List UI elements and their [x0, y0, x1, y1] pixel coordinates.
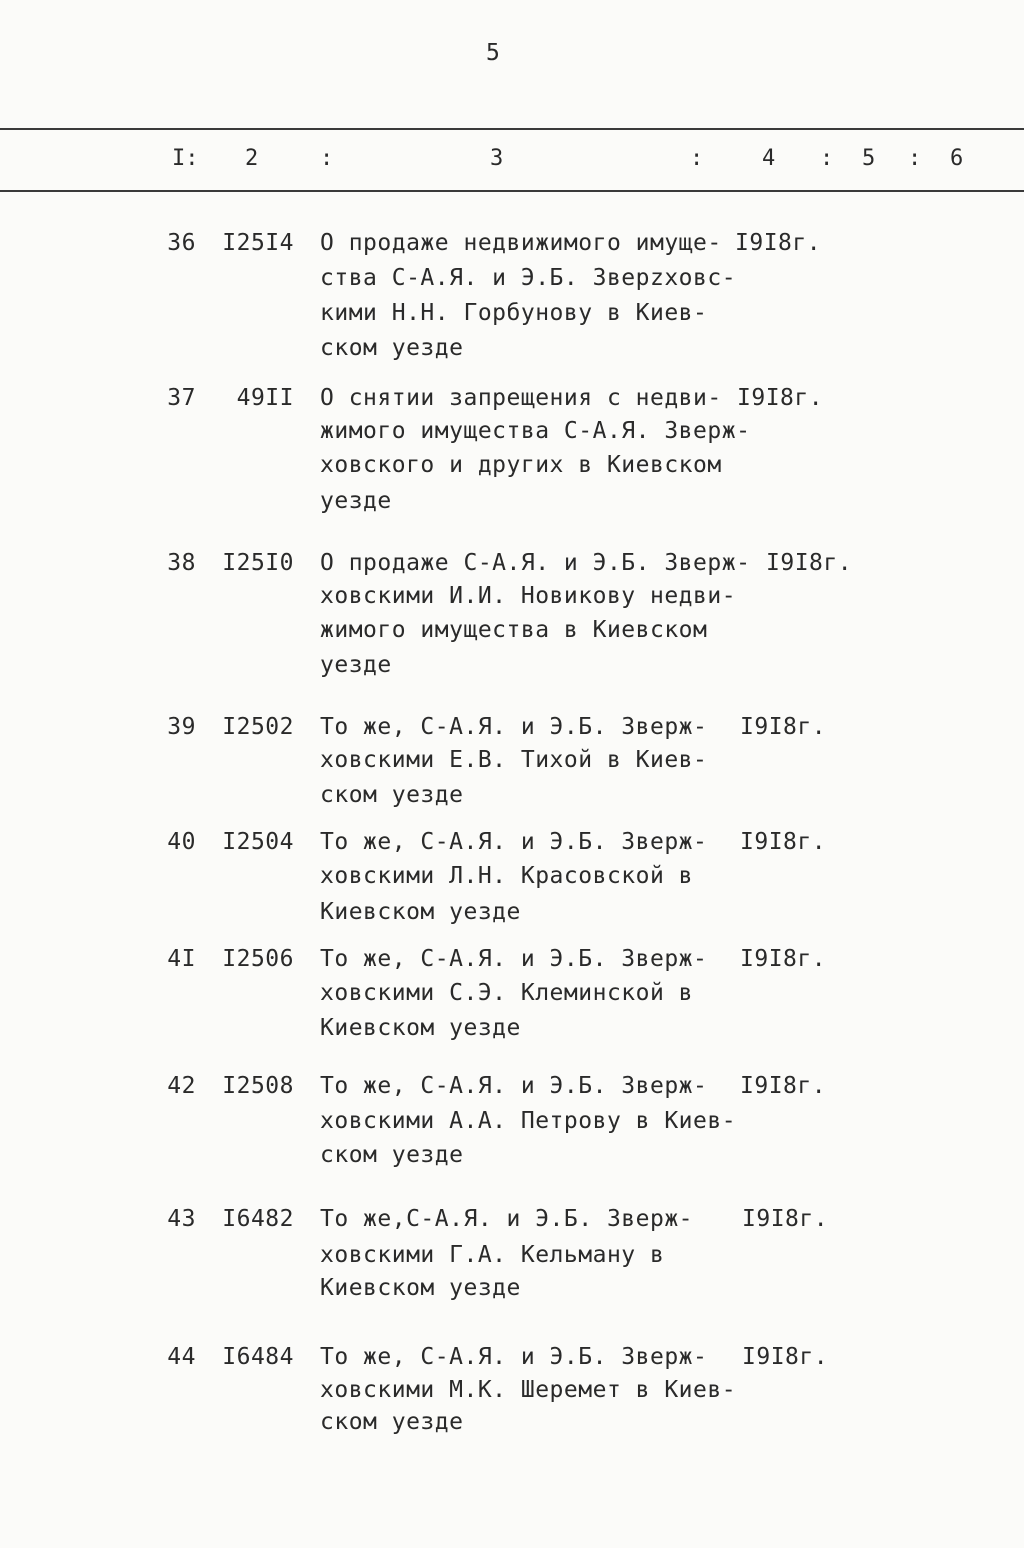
description-line: ховскими Л.Н. Красовской в: [320, 863, 694, 889]
row-number: 39: [167, 714, 196, 740]
column-header-1: I:: [172, 146, 199, 171]
description-line: жимого имущества С-А.Я. Зверж-: [320, 418, 751, 444]
description-line: ском уезде: [320, 335, 464, 361]
year: I9I8г.: [737, 385, 824, 411]
year: I9I8г.: [740, 714, 827, 740]
description-line: Киевском уезде: [320, 1275, 521, 1301]
description-line: То же,С-А.Я. и Э.Б. Зверж-: [320, 1206, 694, 1232]
description-line: ства С-А.Я. и Э.Б. Зверzховс-: [320, 265, 737, 291]
description-line: жимого имущества в Киевском: [320, 617, 708, 643]
column-header-6: 6: [950, 146, 964, 171]
column-separator: :: [320, 146, 334, 171]
fund-number: 49II: [236, 385, 294, 411]
column-header-3: 3: [490, 146, 504, 171]
row-number: 44: [167, 1344, 196, 1370]
description-line: То же, С-А.Я. и Э.Б. Зверж-: [320, 829, 708, 855]
row-number: 40: [167, 829, 196, 855]
description-line: О продаже недвижимого имуще-: [320, 230, 722, 256]
description-line: То же, С-А.Я. и Э.Б. Зверж-: [320, 1344, 708, 1370]
column-separator: :: [908, 146, 922, 171]
column-header-2: 2: [245, 146, 259, 171]
description-line: ском уезде: [320, 782, 464, 808]
year: I9I8г.: [740, 829, 827, 855]
year: I9I8г.: [742, 1344, 829, 1370]
description-line: То же, С-А.Я. и Э.Б. Зверж-: [320, 1073, 708, 1099]
row-number: 4I: [167, 946, 196, 972]
year: I9I8г.: [742, 1206, 829, 1232]
fund-number: I2508: [222, 1073, 294, 1099]
fund-number: I6484: [222, 1344, 294, 1370]
fund-number: I2504: [222, 829, 294, 855]
description-line: О снятии запрещения с недви-: [320, 385, 722, 411]
column-header-4: 4: [762, 146, 776, 171]
year: I9I8г.: [740, 1073, 827, 1099]
description-line: ховского и других в Киевском: [320, 452, 722, 478]
description-line: ском уезде: [320, 1409, 464, 1435]
description-line: Киевском уезде: [320, 899, 521, 925]
fund-number: I6482: [222, 1206, 294, 1232]
description-line: Киевском уезде: [320, 1015, 521, 1041]
description-line: ховскими А.А. Петрову в Киев-: [320, 1108, 737, 1134]
description-line: То же, С-А.Я. и Э.Б. Зверж-: [320, 714, 708, 740]
fund-number: I2506: [222, 946, 294, 972]
description-line: ховскими И.И. Новикову недви-: [320, 583, 737, 609]
column-separator: :: [690, 146, 704, 171]
row-number: 42: [167, 1073, 196, 1099]
fund-number: I2502: [222, 714, 294, 740]
header-top-rule: [0, 128, 1024, 130]
description-line: О продаже С-А.Я. и Э.Б. Зверж-: [320, 550, 751, 576]
row-number: 37: [167, 385, 196, 411]
description-line: уезде: [320, 652, 392, 678]
year: I9I8г.: [740, 946, 827, 972]
year: I9I8г.: [766, 550, 853, 576]
description-line: ховскими Е.В. Тихой в Киев-: [320, 747, 708, 773]
fund-number: I25I4: [222, 230, 294, 256]
row-number: 36: [167, 230, 196, 256]
description-line: кими Н.Н. Горбунову в Киев-: [320, 300, 708, 326]
description-line: уезде: [320, 488, 392, 514]
description-line: То же, С-А.Я. и Э.Б. Зверж-: [320, 946, 708, 972]
description-line: ховскими С.Э. Клеминской в: [320, 980, 694, 1006]
fund-number: I25I0: [222, 550, 294, 576]
row-number: 43: [167, 1206, 196, 1232]
description-line: ховскими М.К. Шеремет в Киев-: [320, 1377, 737, 1403]
description-line: ском уезде: [320, 1142, 464, 1168]
column-separator: :: [820, 146, 834, 171]
page-number: 5: [486, 40, 501, 66]
column-header-5: 5: [862, 146, 876, 171]
description-line: ховскими Г.А. Кельману в: [320, 1242, 665, 1268]
row-number: 38: [167, 550, 196, 576]
year: I9I8г.: [735, 230, 822, 256]
header-bottom-rule: [0, 190, 1024, 192]
